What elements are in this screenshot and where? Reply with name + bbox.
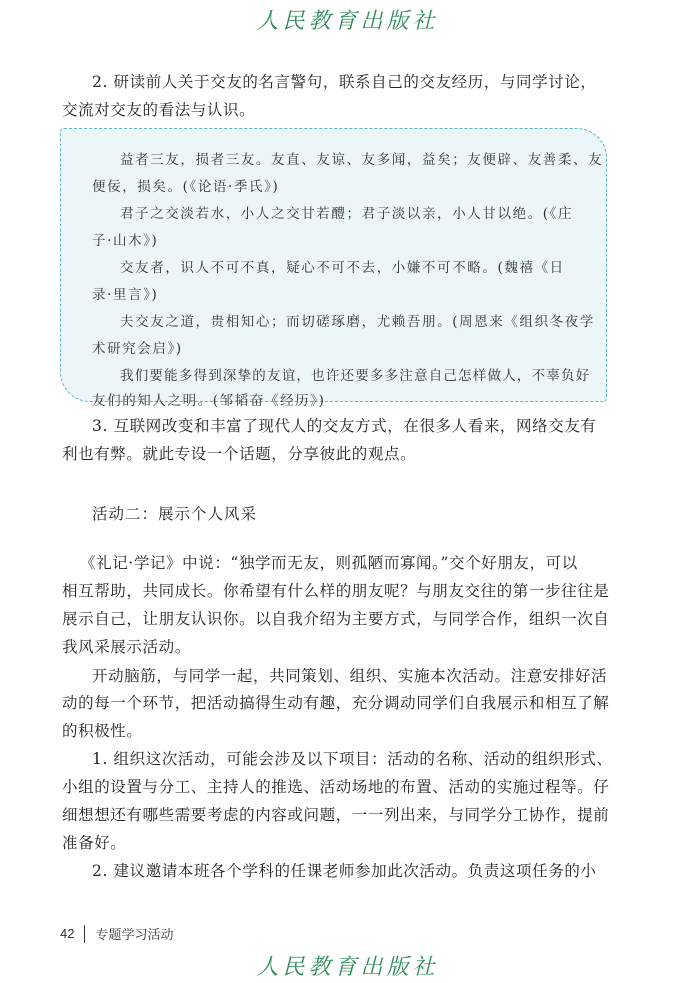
page-footer (60, 924, 173, 943)
quote-line: 录·里言》) (92, 287, 159, 303)
publisher-logo-bottom: 人民教育出版社 (256, 955, 439, 980)
footer-divider (84, 925, 85, 943)
body-line: 的积极性。 (62, 722, 143, 740)
quote-line: 友们的知人之明。(邹韬奋《经历》) (92, 393, 326, 409)
body-line: 细想想还有哪些需要考虑的内容或问题，一一列出来，与同学分工协作，提前 (62, 806, 610, 824)
quote-line: 君子之交淡若水，小人之交甘若醴；君子淡以亲，小人甘以绝。(《庄 (120, 206, 574, 222)
body-line: 我风采展示活动。 (62, 638, 191, 656)
item3-line: 3. 互联网改变和丰富了现代人的交友方式，在很多人看来，网络交友有 (92, 417, 597, 435)
body-line: 1. 组织这次活动，可能会涉及以下项目：活动的名称、活动的组织形式、 (92, 750, 613, 768)
body-line: 准备好。 (62, 834, 127, 852)
body-line: 相互帮助，共同成长。你希望有什么样的朋友呢？与朋友交往的第一步往往是 (62, 582, 610, 600)
body-line: 小组的设置与分工、主持人的推选、活动场地的布置、活动的实施过程等。仔 (62, 778, 610, 796)
quote-line: 益者三友，损者三友。友直、友谅、友多闻，益矣；友便辟、友善柔、友 (120, 152, 604, 168)
body-line: 展示自己，让朋友认识你。以自我介绍为主要方式，与同学合作，组织一次自 (62, 610, 610, 628)
intro-line: 2. 研读前人关于交友的名言警句，联系自己的交友经历，与同学讨论， (92, 73, 597, 91)
quote-line: 便佞，损矣。(《论语·季氏》) (92, 179, 280, 195)
activity-heading: 活动二：展示个人风采 (92, 505, 258, 523)
quote-line: 夫交友之道，贵相知心；而切磋琢磨，尤赖吾朋。(周恩来《组织冬夜学 (120, 314, 595, 330)
body-line: 动的每一个环节，把活动搞得生动有趣，充分调动同学们自我展示和相互了解 (62, 694, 610, 712)
quote-line: 子·山木》) (92, 233, 159, 249)
item3-line: 利也有弊。就此专设一个话题，分享彼此的观点。 (62, 445, 417, 463)
body-line: 《礼记·学记》中说：“独学而无友，则孤陋而寡闻。”交个好朋友，可以 (80, 554, 578, 572)
intro-line: 交流对交友的看法与认识。 (62, 101, 256, 119)
body-line: 开动脑筋，与同学一起，共同策划、组织、实施本次活动。注意安排好活 (92, 667, 608, 685)
section-title: 专题学习活动 (95, 927, 174, 942)
quote-line: 术研究会启》) (92, 341, 183, 357)
publisher-logo-top: 人民教育出版社 (256, 9, 439, 34)
body-line: 2. 建议邀请本班各个学科的任课老师参加此次活动。负责这项任务的小 (92, 862, 597, 880)
quote-line: 我们要能多得到深挚的友谊，也许还要多多注意自己怎样做人，不辜负好 (120, 368, 591, 384)
quote-line: 交友者，识人不可不真，疑心不可不去，小嫌不可不略。(魏禧《日 (120, 260, 565, 276)
page-number: 42 (60, 926, 75, 941)
